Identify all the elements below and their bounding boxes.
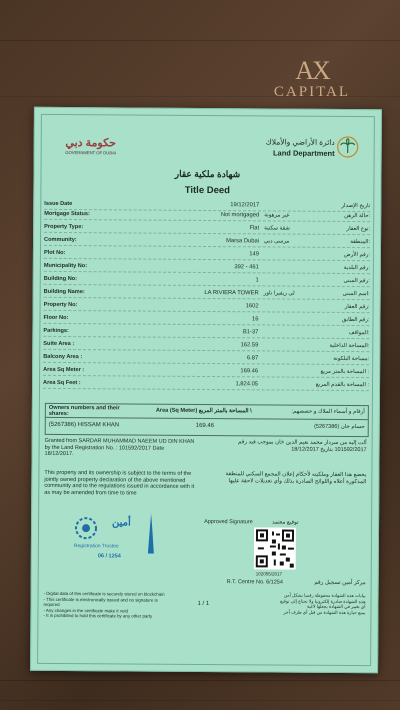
field-label-ar: رقم العقار: bbox=[344, 303, 370, 311]
palm-emblem-icon bbox=[337, 136, 359, 158]
field-value: B1-37 bbox=[242, 329, 259, 336]
field-value-ar: لى ريفيرا تاور bbox=[263, 290, 295, 297]
approved-signature-label-ar: توقيع معتمد bbox=[272, 519, 299, 526]
field-value: Flat bbox=[249, 225, 260, 232]
gov-dubai-logo bbox=[61, 136, 121, 155]
field-label: Building Name: bbox=[43, 288, 85, 296]
field-label: Area Sq Meter : bbox=[43, 366, 85, 374]
gov-name-en: GOVERNMENT OF DUBAI bbox=[65, 150, 117, 156]
footer-note-ar: يمنع حيازة هذه الشهادة من قبل أي طرف آخر bbox=[283, 609, 366, 615]
field-label-ar: رقم المبنى: bbox=[343, 277, 370, 285]
field-label-ar: تاريخ الإصدار bbox=[341, 202, 371, 210]
footer-note-ar: أي تغيير في الشهادة يجعلها لاغية bbox=[306, 603, 366, 610]
field-property-no bbox=[44, 300, 370, 313]
owner-area: 169.46 bbox=[195, 422, 215, 430]
footer-notes bbox=[43, 591, 173, 619]
field-mortgage-status bbox=[44, 209, 370, 222]
title-english: Title Deed bbox=[184, 184, 231, 197]
footer-note: - Digital data of this certificate is securely stored on blockchain bbox=[43, 590, 165, 597]
field-floor-no bbox=[43, 313, 369, 326]
granted-from-en: Granted from SARDAR MUHAMMAD NAEEM UD DIN KHAN by the Land Registration No. : 101592/2017 Date 18/12/2017. bbox=[44, 437, 195, 458]
field-label-ar: رقم الطابق: bbox=[341, 316, 370, 324]
approved-signature-label: Approved Signature bbox=[204, 518, 253, 526]
field-label: Community: bbox=[44, 236, 77, 244]
field-label: Balcony Area : bbox=[43, 353, 83, 361]
footer-note: - This certificate is electronically issued and no signature is required bbox=[43, 596, 158, 607]
terms-ar: يخضع هذا العقار وملكيته لأحكام إعلان المجمع السكني للمنطقة المذكورة أعلاه واللوائح الصادرة بذلك وأي تعديلات لاحقة عليها bbox=[225, 471, 367, 485]
field-label-ar: المساحة الداخلية: bbox=[329, 342, 370, 350]
field-value: 19/12/2017 bbox=[230, 202, 260, 209]
field-label: Floor No: bbox=[43, 314, 69, 322]
trustee-name-en: Registration Trustee bbox=[73, 543, 119, 550]
trustee-name-ar: أمين bbox=[112, 517, 131, 529]
field-label: Property No: bbox=[43, 301, 78, 309]
field-value-ar: شقة سكنية bbox=[264, 225, 290, 232]
owners-header-en: Owners numbers and their shares: bbox=[48, 404, 120, 418]
field-label: Area Sq Feet : bbox=[43, 379, 81, 387]
brand-logo bbox=[252, 58, 372, 101]
trustee-number: 06 / 1254 bbox=[97, 553, 121, 560]
field-label-ar: نوع العقار: bbox=[346, 225, 371, 233]
field-value: Marsa Dubai bbox=[226, 238, 260, 245]
dubai-skyline-icon bbox=[144, 514, 158, 554]
field-area-sq-meter bbox=[43, 365, 369, 378]
field-label: Plot No: bbox=[43, 249, 66, 257]
field-label: Suite Area : bbox=[43, 340, 75, 348]
gov-name-ar: حكومة دبي bbox=[65, 137, 117, 150]
trustee-emblem-icon bbox=[74, 516, 98, 540]
footer-notes-ar bbox=[245, 592, 365, 615]
field-building-name bbox=[44, 287, 370, 300]
registration-trustee-seal bbox=[72, 513, 162, 566]
dept-name-ar: دائرة الأراضي والأملاك bbox=[265, 137, 335, 147]
owners-header-ar: أرقام و أسماء الملاك و حصصهم: bbox=[291, 408, 365, 416]
field-community bbox=[44, 235, 370, 248]
field-value: LA RIVIERA TOWER bbox=[204, 289, 259, 297]
field-value-ar: مرسى دبي bbox=[264, 238, 290, 245]
field-label: Issue Date bbox=[44, 200, 73, 208]
owners-table bbox=[45, 403, 369, 437]
field-value: 1 bbox=[255, 277, 259, 284]
field-label-ar: حالة الرهن: bbox=[344, 212, 371, 220]
field-value: 162.59 bbox=[240, 342, 259, 349]
footer-note-ar: هذه الشهادة صادرة إلكترونيا ولا تحتاج إلى توقيع bbox=[280, 598, 366, 604]
field-label: Building No: bbox=[43, 275, 78, 283]
field-suite-area bbox=[43, 339, 369, 352]
field-label: Municipality No: bbox=[43, 262, 88, 270]
field-plot-no bbox=[44, 248, 370, 261]
field-balcony-area bbox=[43, 352, 369, 365]
field-label-ar: المساحة بالقدم المربع : bbox=[315, 381, 370, 389]
field-value: 169.46 bbox=[240, 368, 259, 375]
rt-centre-ar: مركز أمين تسجيل رقم bbox=[314, 579, 366, 587]
field-label-ar: المواقف: bbox=[348, 329, 370, 337]
field-building-no bbox=[44, 274, 370, 287]
field-label: Property Type: bbox=[44, 223, 84, 231]
field-parkings bbox=[43, 326, 369, 339]
field-value: Not mortgaged bbox=[220, 212, 260, 219]
title-arabic: شهادة ملكية عقار bbox=[174, 168, 241, 180]
brand-name: CAPITAL bbox=[273, 84, 351, 100]
field-label: Parkings: bbox=[43, 327, 69, 335]
field-value-ar: غير مرهونة bbox=[264, 212, 290, 219]
field-label-ar: رقم الأرض: bbox=[343, 251, 370, 259]
rt-centre-en: R.T. Centre No. 6/1254 bbox=[226, 579, 283, 586]
field-value: 1,824.05 bbox=[235, 381, 259, 388]
field-value: 1602 bbox=[245, 303, 259, 310]
footer-note: - Any changes in the certificate make it void bbox=[43, 607, 128, 613]
field-value: 16 bbox=[252, 316, 259, 323]
field-area-sq-feet bbox=[43, 378, 369, 391]
signature-code: 102055/2017 bbox=[255, 571, 283, 577]
field-label-ar: مساحة البلكونة: bbox=[333, 355, 370, 363]
field-label-ar: رقم البلدية: bbox=[343, 264, 370, 272]
field-label-ar: المساحة بالمتر مربع : bbox=[320, 368, 370, 376]
field-municipality-no bbox=[44, 261, 370, 274]
terms-en: This property and its ownership is subject to the terms of the jointly owned property declaration of the above mentioned community and to the regulations issued in accordance with it as may be amended from time to time bbox=[44, 469, 195, 497]
footer-note-ar: بيانات هذه الشهادة محفوظة رقميا بشكل آمن bbox=[283, 592, 366, 599]
owner-name-en: (5267386) HISSAM KHAN bbox=[48, 421, 120, 429]
land-department-logo bbox=[259, 133, 359, 170]
owner-name-ar: حسام خان (5267386) bbox=[314, 423, 365, 431]
field-label-ar: المنطقة: bbox=[350, 239, 371, 246]
dept-name-en: Land Department bbox=[272, 148, 335, 158]
field-label-ar: اسم المبنى: bbox=[342, 290, 370, 298]
brand-monogram: AX bbox=[295, 56, 329, 85]
title-deed-document bbox=[30, 107, 382, 673]
field-value: 392 - 461 bbox=[234, 264, 259, 271]
field-property-type bbox=[44, 222, 370, 235]
page-number: 1 / 1 bbox=[197, 600, 210, 608]
granted-from-ar: آلت إليه من سردار محمد نعيم الدين خان بموجب قيد رقم 101592/2017 بتاريخ 18/12/2017 bbox=[238, 439, 367, 453]
field-value: 149 bbox=[249, 251, 259, 258]
field-label: Mortgage Status: bbox=[44, 210, 90, 218]
owners-table-header bbox=[46, 404, 368, 420]
field-value: 6.87 bbox=[246, 355, 259, 362]
owners-header-area: Area (Sq Meter) المساحة بالمتر المربع \ bbox=[155, 407, 252, 415]
footer-note: - It is prohibited to hold this certificate by any other party bbox=[43, 612, 153, 619]
qr-code-icon bbox=[254, 527, 296, 569]
